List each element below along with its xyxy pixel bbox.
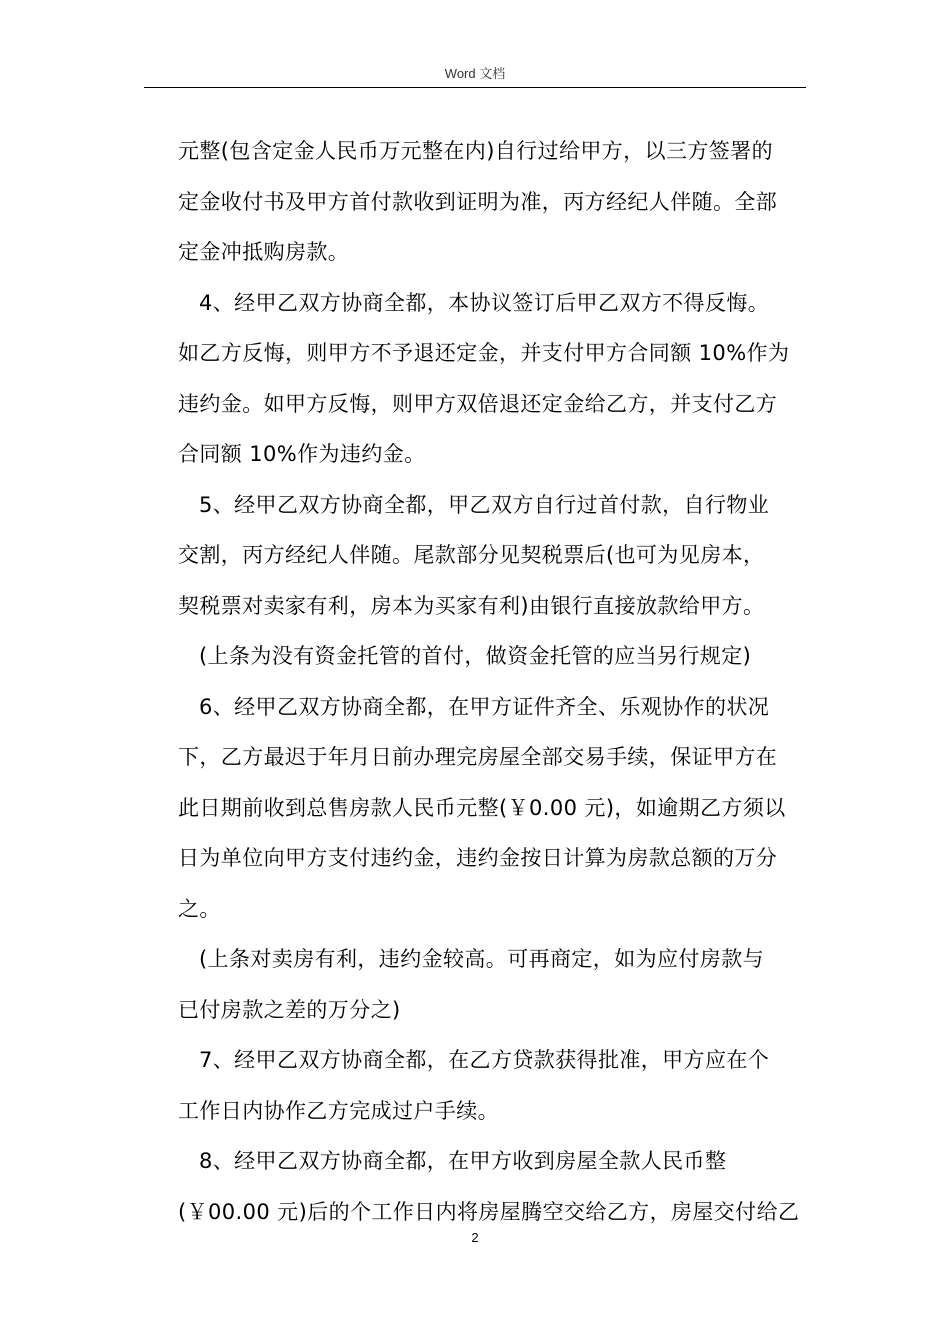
- paragraph-line: 7、经甲乙双方协商全都，在乙方贷款获得批准，甲方应在个: [199, 1048, 770, 1072]
- page-header-title: Word 文档: [444, 66, 506, 81]
- paragraph: [178, 278, 808, 480]
- paragraph: [178, 1035, 808, 1136]
- paragraph-line: 违约金。如甲方反悔，则甲方双倍退还定金给乙方，并支付乙方: [178, 391, 778, 416]
- paragraph-line: 4、经甲乙双方协商全都，本协议签订后甲乙双方不得反悔。: [199, 290, 770, 315]
- paragraph-line: 5、经甲乙双方协商全都，甲乙双方自行过首付款，自行物业: [199, 492, 770, 517]
- page-number: 2: [471, 1230, 479, 1245]
- paragraph-line: 元整(包含定金人民币万元整在内)自行过给甲方，以三方签署的: [178, 139, 773, 163]
- paragraph-line: 契税票对卖家有利，房本为买家有利)由银行直接放款给甲方。: [178, 593, 765, 618]
- paragraph-line: 已付房款之差的万分之): [178, 997, 401, 1022]
- paragraph: [178, 934, 808, 1035]
- paragraph-line: (上条为没有资金托管的首付，做资金托管的应当另行规定): [199, 644, 752, 668]
- paragraph: [178, 1136, 808, 1237]
- header-divider: [144, 87, 806, 88]
- paragraph-line: (￥00.00 元)后的个工作日内将房屋腾空交给乙方，房屋交付给乙: [178, 1199, 800, 1224]
- document-body: [178, 126, 808, 1237]
- paragraph-line: 如乙方反悔，则甲方不予退还定金，并支付甲方合同额 10%作为: [178, 341, 790, 365]
- paragraph-line: 之。: [178, 896, 221, 921]
- paragraph-line: 合同额 10%作为违约金。: [178, 442, 426, 466]
- paragraph: [178, 480, 808, 632]
- paragraph-line: 定金冲抵购房款。: [178, 240, 350, 264]
- paragraph-line: 定金收付书及甲方首付款收到证明为准，丙方经纪人伴随。全部: [178, 189, 778, 214]
- paragraph: [178, 631, 808, 682]
- paragraph: [178, 682, 808, 935]
- paragraph-line: 交割，丙方经纪人伴随。尾款部分见契税票后(也可为见房本，: [178, 543, 765, 567]
- paragraph-line: 此日期前收到总售房款人民币元整(￥0.00 元)，如逾期乙方须以: [178, 795, 786, 820]
- paragraph-line: 工作日内协作乙方完成过户手续。: [178, 1098, 499, 1123]
- paragraph-line: 8、经甲乙双方协商全都，在甲方收到房屋全款人民币整: [199, 1149, 727, 1173]
- paragraph: [178, 126, 808, 278]
- paragraph-line: 日为单位向甲方支付违约金，违约金按日计算为房款总额的万分: [178, 846, 778, 870]
- paragraph-line: (上条对卖房有利，违约金较高。可再商定，如为应付房款与: [199, 947, 764, 971]
- paragraph-line: 下，乙方最迟于年月日前办理完房屋全部交易手续，保证甲方在: [178, 745, 778, 769]
- paragraph-line: 6、经甲乙双方协商全都，在甲方证件齐全、乐观协作的状况: [199, 694, 770, 719]
